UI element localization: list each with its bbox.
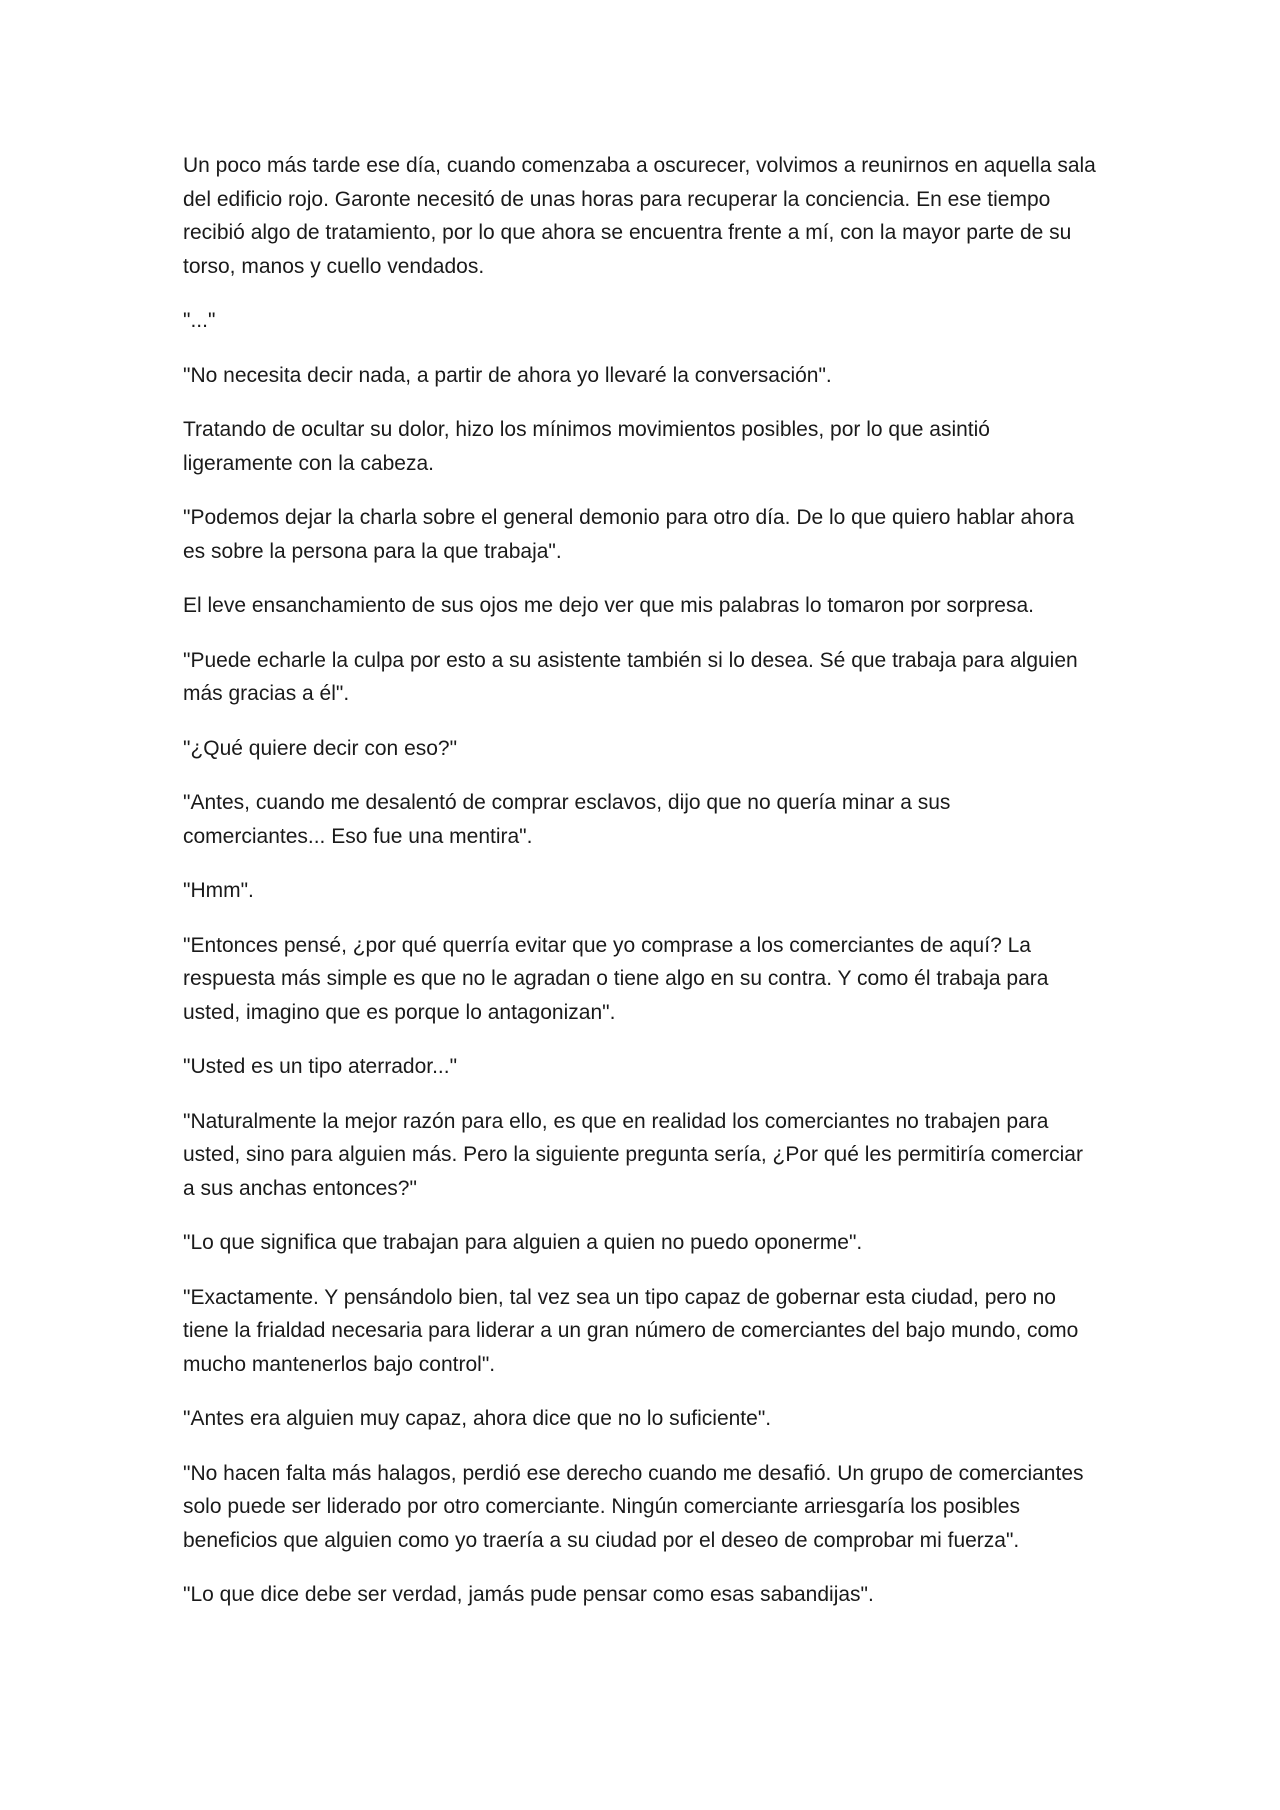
paragraph-13: "Naturalmente la mejor razón para ello, es que en realidad los comerciantes no trabajen para usted, sino para alguien más. Pero la siguiente pregunta sería, ¿Por qué les permitiría comerciar a sus anchas entonces?"	[183, 1109, 1083, 1200]
paragraph-10: "Hmm".	[183, 879, 254, 902]
paragraph-6: El leve ensanchamiento de sus ojos me dejo ver que mis palabras lo tomaron por sorpresa.	[183, 594, 1034, 617]
paragraph-11: "Entonces pensé, ¿por qué querría evitar que yo comprase a los comerciantes de aquí? La respuesta más simple es que no le agradan o tiene algo en su contra. Y como él trabaja para usted, imagino que es porque lo antagonizan".	[183, 933, 1049, 1024]
paragraph-8: "¿Qué quiere decir con eso?"	[183, 736, 458, 760]
paragraph-1: Un poco más tarde ese día, cuando comenzaba a oscurecer, volvimos a reunirnos en aquella sala del edificio rojo. Garonte necesitó de unas horas para recuperar la conciencia. En ese tiempo recibió algo de tratamiento, por lo que ahora se encuentra frente a mí, con la mayor parte de su torso, manos y cuello vendados.	[183, 154, 1096, 278]
paragraph-15: "Exactamente. Y pensándolo bien, tal vez sea un tipo capaz de gobernar esta ciudad, pero no tiene la frialdad necesaria para liderar a un gran número de comerciantes del bajo mundo, como mucho mantenerlos bajo control".	[183, 1285, 1079, 1376]
paragraph-12: "Usted es un tipo aterrador..."	[183, 1055, 458, 1078]
paragraph-17: "No hacen falta más halagos, perdió ese derecho cuando me desafió. Un grupo de comerciantes solo puede ser liderado por otro comerciante. Ningún comerciante arriesgaría los posibles beneficios que alguien como yo traería a su ciudad por el deseo de comprobar mi fuerza".	[183, 1461, 1084, 1552]
paragraph-5: "Podemos dejar la charla sobre el general demonio para otro día. De lo que quiero hablar ahora es sobre la persona para la que trabaja".	[183, 506, 1075, 563]
paragraph-3: "No necesita decir nada, a partir de ahora yo llevaré la conversación".	[183, 363, 832, 387]
paragraph-9: "Antes, cuando me desalentó de comprar esclavos, dijo que no quería minar a sus comerciantes... Eso fue una mentira".	[183, 791, 951, 848]
paragraph-2: "..."	[183, 309, 216, 332]
paragraph-14: "Lo que significa que trabajan para alguien a quien no puedo oponerme".	[183, 1231, 863, 1254]
document-body	[183, 149, 1098, 1633]
paragraph-7: "Puede echarle la culpa por esto a su asistente también si lo desea. Sé que trabaja para alguien más gracias a él".	[183, 648, 1078, 705]
paragraph-4: Tratando de ocultar su dolor, hizo los mínimos movimientos posibles, por lo que asintió ligeramente con la cabeza.	[183, 418, 990, 475]
paragraph-18: "Lo que dice debe ser verdad, jamás pude pensar como esas sabandijas".	[183, 1583, 874, 1606]
paragraph-16: "Antes era alguien muy capaz, ahora dice que no lo suficiente".	[183, 1407, 772, 1430]
